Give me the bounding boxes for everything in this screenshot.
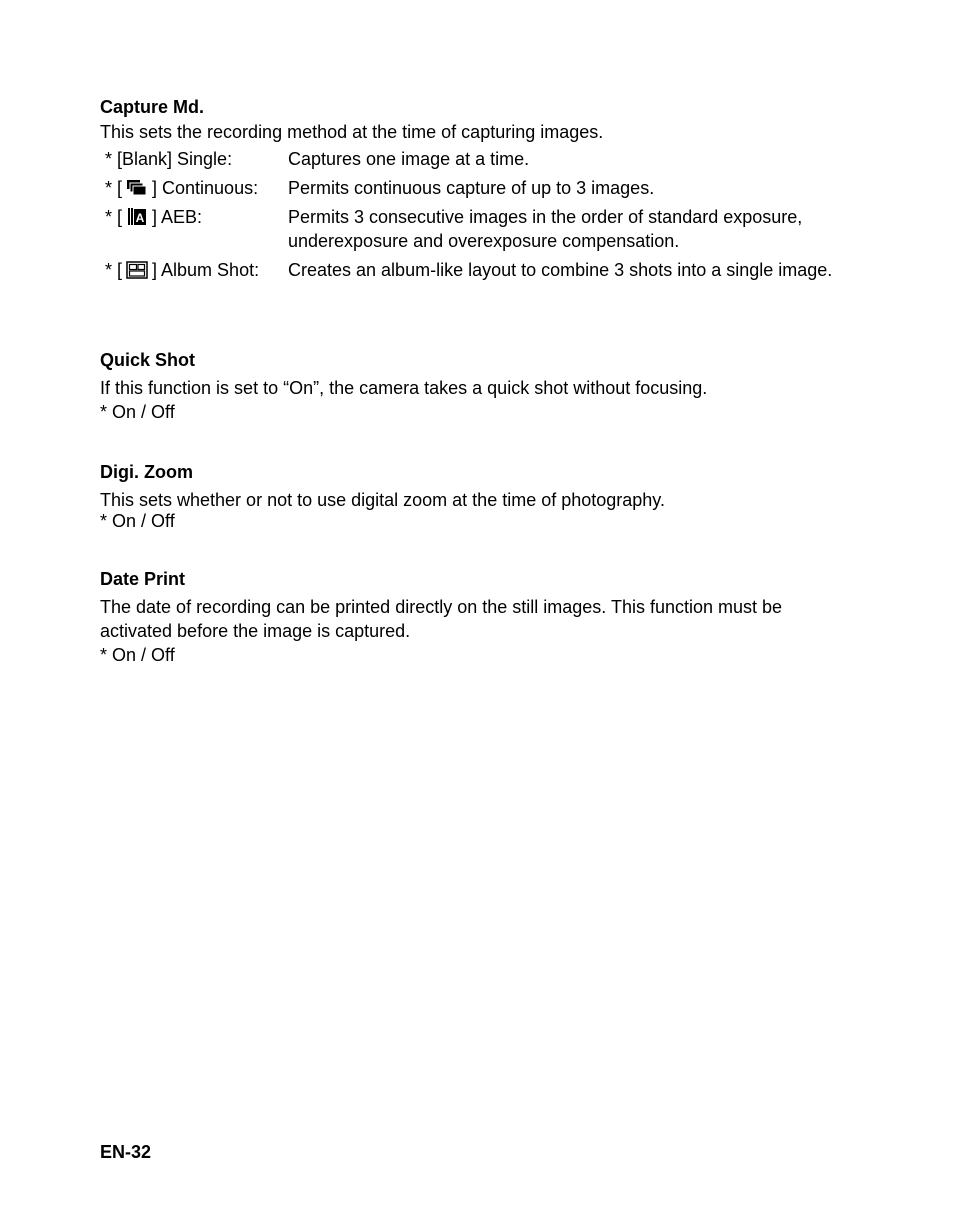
date-print-values: * On / Off [100, 645, 175, 665]
option-single-desc: Captures one image at a time. [288, 149, 530, 169]
continuous-shot-icon [126, 178, 148, 198]
date-print-description: The date of recording can be printed directly on the still images. This function must be activated before the image is captured. [100, 597, 783, 641]
aeb-icon [126, 207, 148, 227]
digi-zoom-description: This sets whether or not to use digital zoom at the time of photography. [100, 490, 665, 510]
quick-shot-description: If this function is set to “On”, the camera takes a quick shot without focusing. [100, 378, 708, 398]
option-album-shot-desc: Creates an album-like layout to combine 3 shots into a single image. [288, 260, 833, 280]
quick-shot-values: * On / Off [100, 402, 175, 422]
option-continuous-desc: Permits continuous capture of up to 3 images. [288, 178, 655, 198]
option-single-label: * [Blank] Single: [105, 149, 233, 169]
option-continuous-label [105, 176, 258, 200]
option-aeb-desc: Permits 3 consecutive images in the order of standard exposure, underexposure and overexposure compensation. [288, 207, 803, 251]
svg-text:A: A [135, 211, 145, 225]
quick-shot-heading: Quick Shot [100, 350, 196, 370]
digi-zoom-heading: Digi. Zoom [100, 462, 193, 482]
date-print-heading: Date Print [100, 569, 186, 589]
label-prefix: * [ [105, 178, 123, 198]
page-number: EN-32 [100, 1142, 152, 1162]
album-shot-icon [126, 260, 148, 280]
label-suffix: ] Album Shot: [152, 260, 260, 280]
label-suffix: ] Continuous: [152, 178, 259, 198]
label-prefix: * [ [105, 260, 123, 280]
digi-zoom-values: * On / Off [100, 511, 175, 531]
option-album-shot-label [105, 258, 259, 282]
label-suffix: ] AEB: [152, 207, 203, 227]
capture-md-heading: Capture Md. [100, 97, 205, 117]
capture-md-description: This sets the recording method at the time of capturing images. [100, 122, 604, 142]
option-aeb-label [105, 205, 202, 229]
label-prefix: * [ [105, 207, 123, 227]
